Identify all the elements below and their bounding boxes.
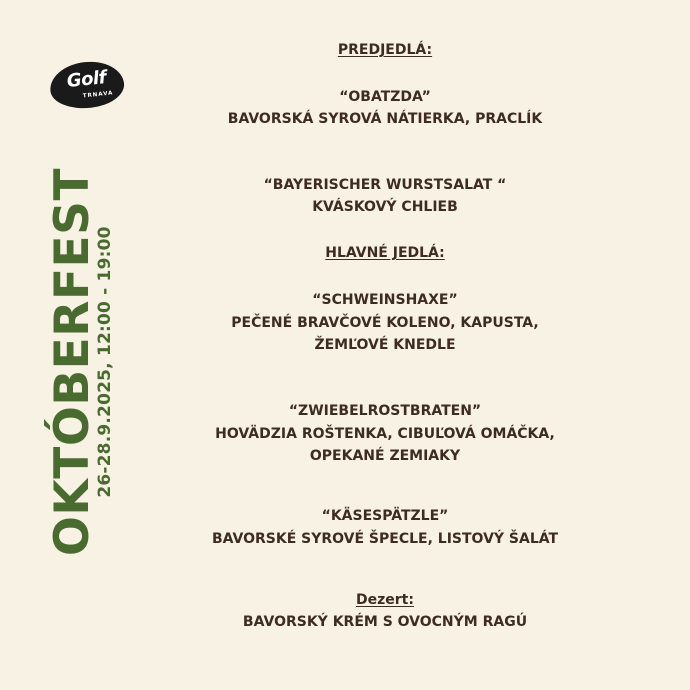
logo-subtext: TRNAVA — [82, 90, 114, 100]
main-1-name: “SCHWEINSHAXE” — [312, 292, 458, 308]
appetizer-1-name: “OBATZDA” — [339, 89, 431, 105]
event-title: OKTÓBERFEST — [45, 167, 100, 557]
dessert-description: BAVORSKÝ KRÉM S OVOCNÝM RAGÚ — [242, 614, 528, 630]
appetizer-2-description: KVÁSKOVÝ CHLIEB — [312, 199, 458, 215]
main-1-description-line1: PEČENÉ BRAVČOVÉ KOLENO, KAPUSTA, — [231, 315, 539, 331]
main-1-description-line2: ŽEMĽOVÉ KNEDLE — [314, 337, 456, 353]
appetizer-2-name: “BAYERISCHER WURSTSALAT “ — [263, 177, 507, 193]
appetizer-1-description: BAVORSKÁ SYROVÁ NÁTIERKA, PRACLÍK — [227, 111, 543, 127]
main-2-description-line1: HOVÄDZIA ROŠTENKA, CIBUĽOVÁ OMÁČKA, — [215, 426, 555, 442]
dessert-heading: Dezert: — [356, 592, 414, 608]
event-dates: 26-28.9.2025, 12:00 - 19:00 — [95, 226, 115, 498]
main-2-name: “ZWIEBELROSTBRATEN” — [288, 403, 482, 419]
logo-text: Golf — [65, 67, 107, 93]
main-3-description: BAVORSKÉ SYROVÉ ŠPECLE, LISTOVÝ ŠALÁT — [211, 531, 559, 547]
mains-heading: HLAVNÉ JEDLÁ: — [325, 245, 445, 261]
main-2-description-line2: OPEKANÉ ZEMIAKY — [309, 448, 461, 464]
appetizers-heading: PREDJEDLÁ: — [337, 42, 433, 58]
main-3-name: “KÄSESPÄTZLE” — [321, 508, 449, 524]
golf-trnava-logo — [48, 58, 126, 111]
